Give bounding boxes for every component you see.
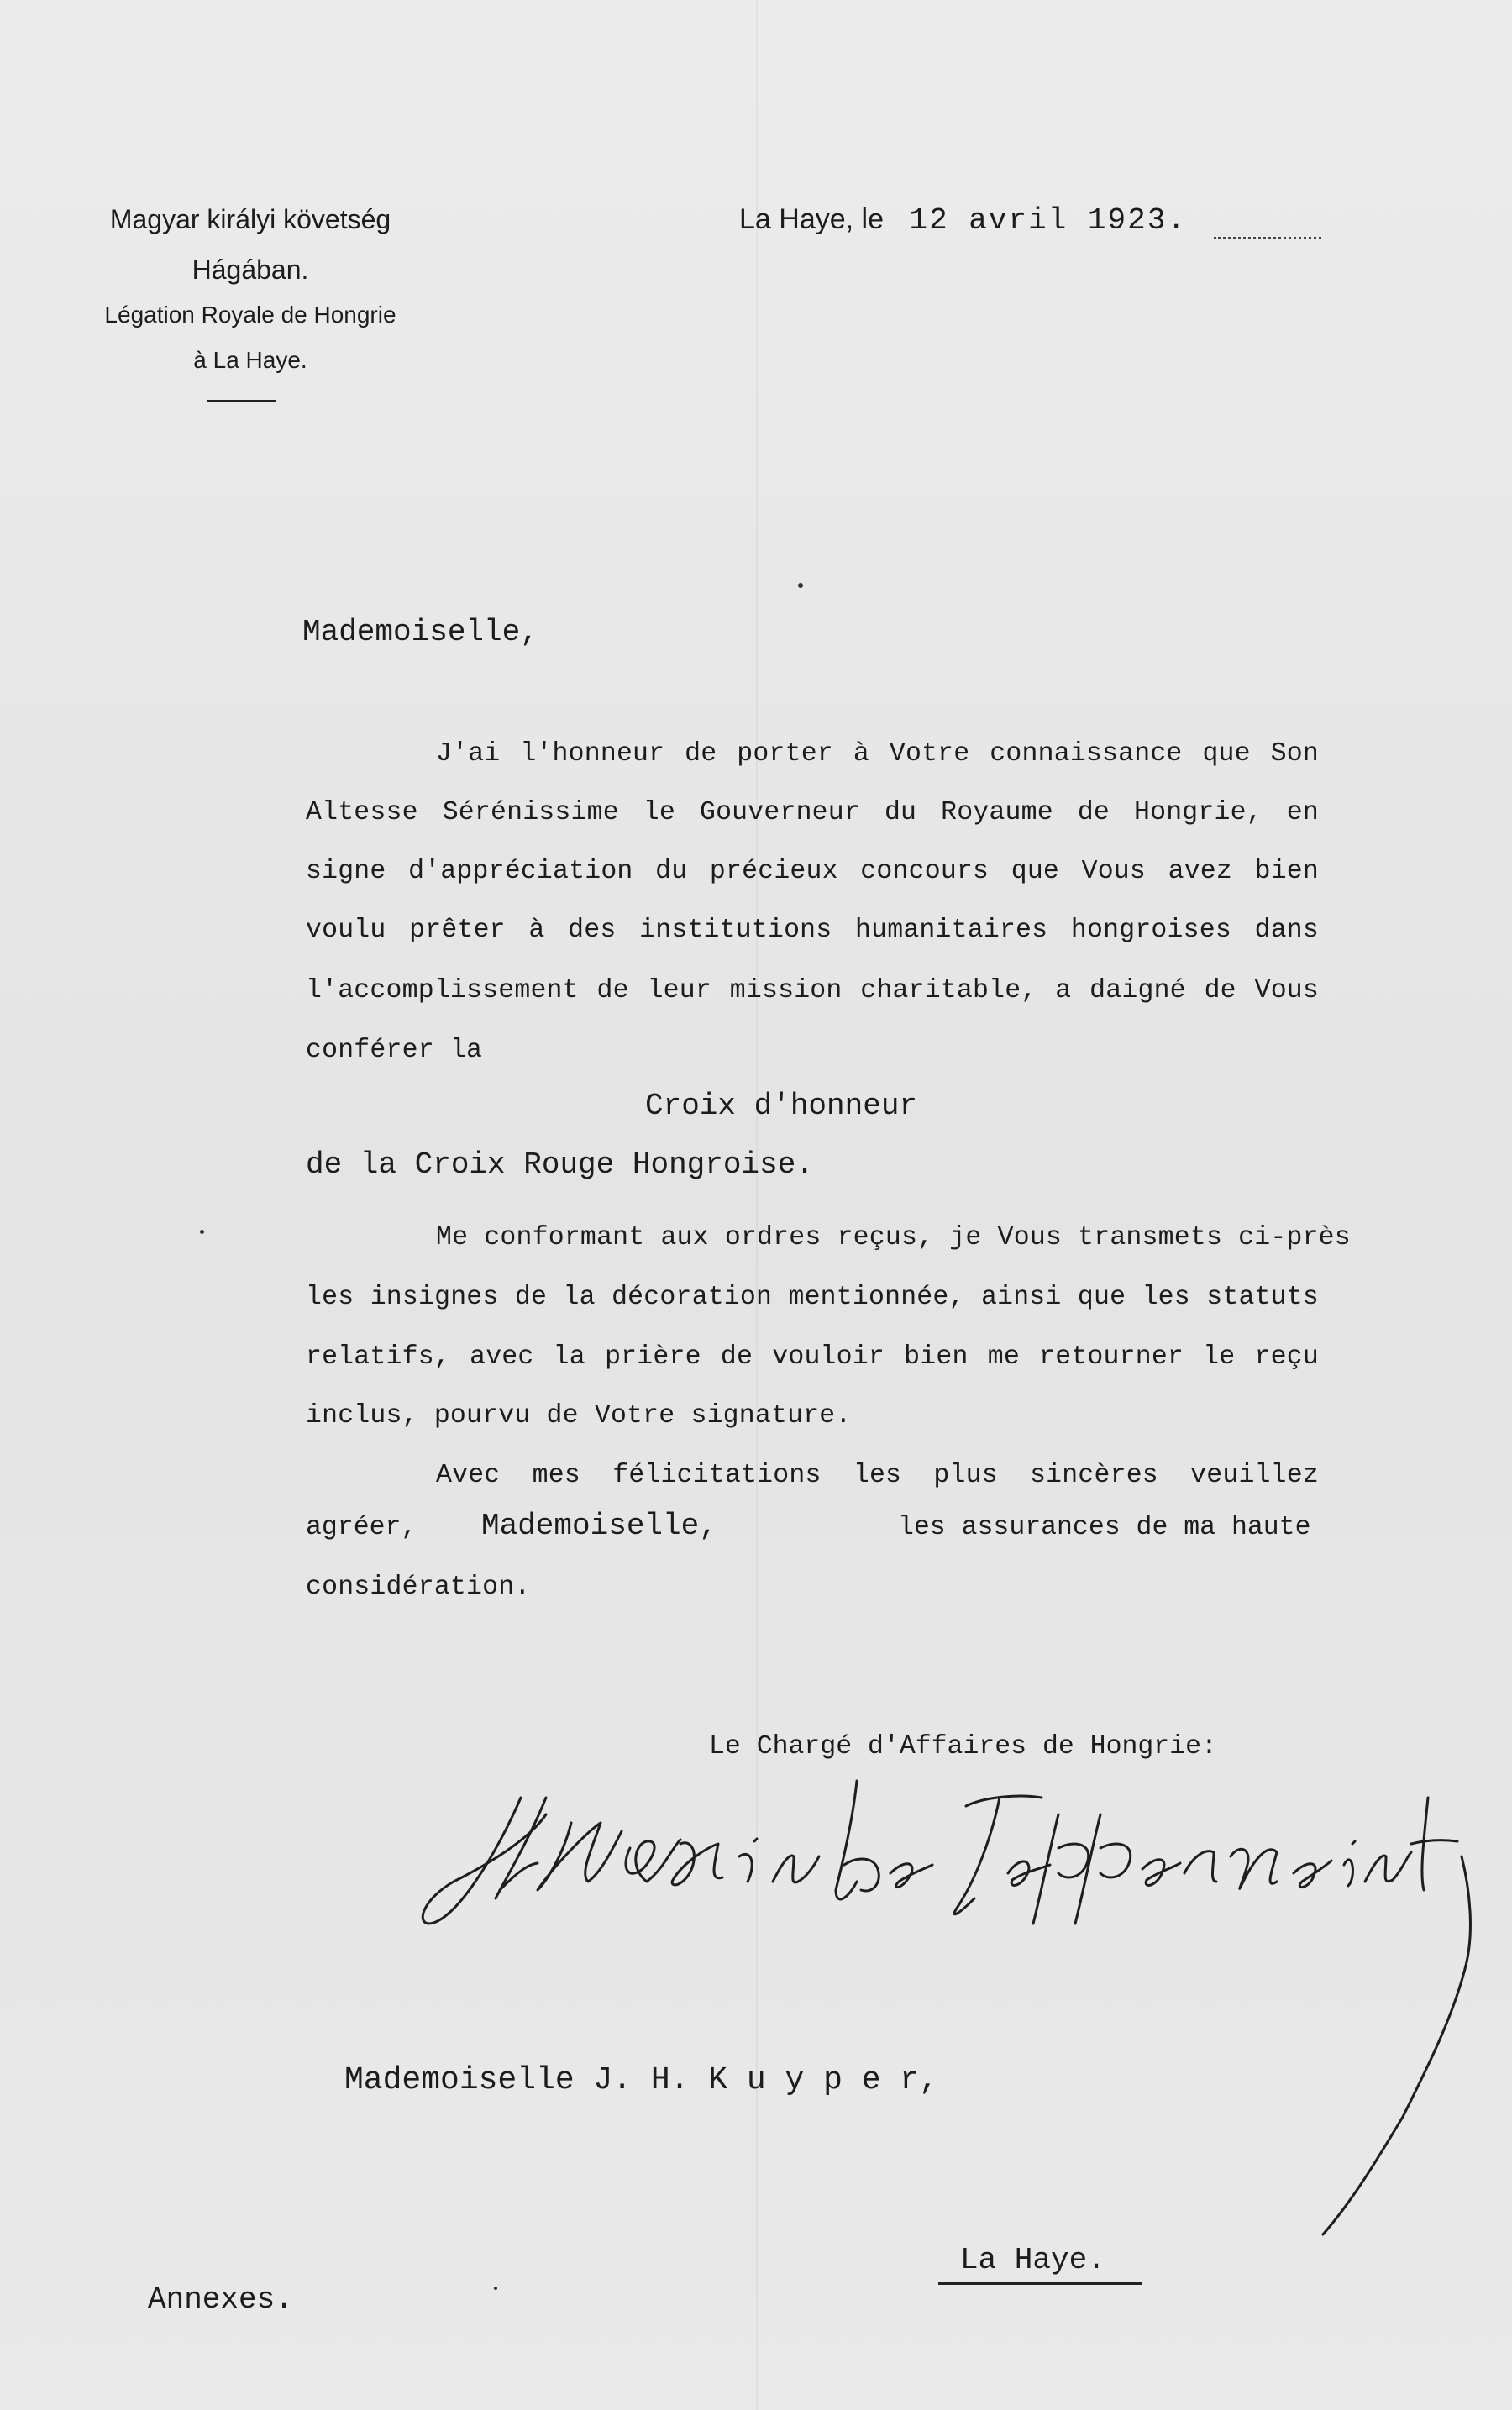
date-value: 12 avril 1923. bbox=[909, 203, 1187, 238]
date-dotted-line bbox=[1214, 237, 1321, 239]
body-line: inclus, pourvu de Votre signature. bbox=[306, 1401, 852, 1431]
award-name-line-1: Croix d'honneur bbox=[645, 1089, 918, 1123]
letterhead-line-2: Hágában. bbox=[192, 255, 309, 285]
salutation: Mademoiselle, bbox=[302, 615, 538, 649]
body-line: Avec mes félicitations les plus sincères veuillez bbox=[436, 1461, 1319, 1490]
annexes-note: Annexes. bbox=[148, 2282, 293, 2317]
body-line: J'ai l'honneur de porter à Votre connaissance que Son bbox=[436, 739, 1319, 769]
letterhead-line-4: à La Haye. bbox=[193, 347, 307, 373]
letterhead-line-3: Légation Royale de Hongrie bbox=[104, 302, 396, 328]
body-line: relatifs, avec la prière de vouloir bien me retourner le reçu bbox=[306, 1342, 1319, 1372]
body-line: les insignes de la décoration mentionnée, ainsi que les statuts bbox=[306, 1283, 1319, 1312]
body-line: signe d'appréciation du précieux concours que Vous avez bien bbox=[306, 857, 1319, 886]
award-name-line-2: de la Croix Rouge Hongroise. bbox=[306, 1147, 814, 1182]
body-line: l'accomplissement de leur mission charitable, a daigné de Vous bbox=[306, 976, 1319, 1005]
paper-speck bbox=[200, 1230, 204, 1234]
body-assurances: les assurances de ma haute bbox=[898, 1513, 1311, 1542]
body-address-mademoiselle: Mademoiselle, bbox=[481, 1509, 717, 1543]
signer-title: Le Chargé d'Affaires de Hongrie: bbox=[709, 1732, 1217, 1762]
dateline bbox=[739, 203, 1187, 238]
letterhead-rule bbox=[207, 400, 276, 402]
addressee-city: La Haye. bbox=[960, 2243, 1105, 2277]
date-prefix: La Haye, le bbox=[739, 203, 884, 235]
body-line: voulu prêter à des institutions humanitaires hongroises dans bbox=[306, 916, 1319, 945]
letterhead-line-1: Magyar királyi követség bbox=[109, 204, 391, 234]
addressee: Mademoiselle J. H. K u y p e r, bbox=[344, 2062, 938, 2098]
body-line: Me conformant aux ordres reçus, je Vous transmets ci-près bbox=[436, 1223, 1351, 1252]
body-line: considération. bbox=[306, 1573, 531, 1602]
city-underline bbox=[938, 2282, 1142, 2285]
paper-speck bbox=[494, 2287, 497, 2290]
paper-speck bbox=[798, 583, 803, 588]
handwritten-signature bbox=[420, 1764, 1512, 2251]
body-agreer: agréer, bbox=[306, 1513, 417, 1542]
body-line: Altesse Sérénissime le Gouverneur du Royaume de Hongrie, en bbox=[306, 798, 1319, 827]
body-line: conférer la bbox=[306, 1036, 483, 1065]
